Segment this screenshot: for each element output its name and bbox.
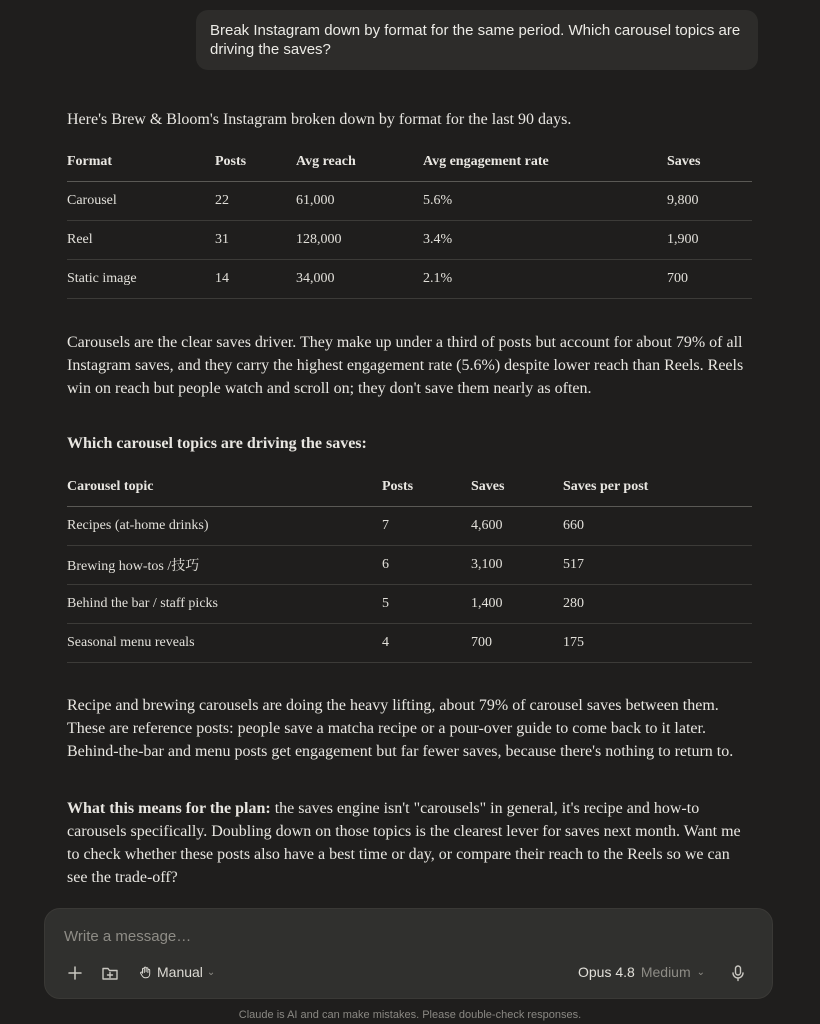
table-cell: 7 — [382, 507, 471, 546]
user-message-text: Break Instagram down by format for the same period. Which carousel topics are driving the saves? — [210, 22, 741, 58]
table-row — [67, 507, 752, 546]
mode-label: Manual — [157, 964, 203, 980]
analysis-paragraph: Recipe and brewing carousels are doing the heavy lifting, about 79% of carousel saves between them. These are reference posts: people save a matcha recipe or a pour-over guide to come back to it later. Behind-the-bar and menu posts get engagement but far fewer saves, because there's nothing to return to. — [67, 697, 734, 760]
model-name: Opus 4.8 — [578, 964, 635, 980]
hand-icon — [138, 965, 153, 980]
table-cell: 31 — [215, 221, 296, 260]
table-cell: 9,800 — [667, 182, 752, 221]
table-cell: 700 — [667, 260, 752, 299]
table-cell: 5.6% — [423, 182, 667, 221]
table-row — [67, 182, 752, 221]
table-cell: Recipes (at-home drinks) — [67, 507, 382, 546]
folder-add-icon[interactable] — [100, 963, 120, 983]
analysis-paragraph: Carousels are the clear saves driver. They make up under a third of posts but account for about 79% of all Instagram saves, and they carry the highest engagement rate (5.6%) despite lower reach than Reels. Reels win on reach but people watch and scroll on; they don't save them nearly as often. — [67, 334, 744, 397]
format-table — [67, 143, 752, 299]
table-cell: Behind the bar / staff picks — [67, 585, 382, 624]
table-cell: 660 — [563, 507, 752, 546]
header-posts: Posts — [382, 468, 471, 507]
table-row — [67, 260, 752, 299]
table-cell: Carousel — [67, 182, 215, 221]
header-carousel-topic: Carousel topic — [67, 468, 382, 507]
header-format: Format — [67, 143, 215, 182]
table-cell: 1,900 — [667, 221, 752, 260]
table-cell: 4 — [382, 624, 471, 663]
microphone-icon[interactable] — [728, 963, 748, 983]
table-cell: 1,400 — [471, 585, 563, 624]
disclaimer: Claude is AI and can make mistakes. Please double-check responses. — [238, 1009, 582, 1021]
table-cell: Reel — [67, 221, 215, 260]
table-cell: Brewing how-tos /技巧 — [67, 546, 382, 585]
header-saves: Saves — [471, 468, 563, 507]
table-cell: Static image — [67, 260, 215, 299]
table-cell: 4,600 — [471, 507, 563, 546]
chevron-down-icon: ⌄ — [696, 966, 706, 978]
plan-paragraph — [67, 797, 752, 889]
table-row — [67, 546, 752, 585]
table-cell: 61,000 — [296, 182, 423, 221]
topic-table — [67, 468, 752, 663]
table-cell: 22 — [215, 182, 296, 221]
table-cell: 517 — [563, 546, 752, 585]
table-cell: 2.1% — [423, 260, 667, 299]
header-avg-engagement: Avg engagement rate — [423, 143, 667, 182]
mode-selector[interactable] — [138, 964, 215, 980]
plan-text: the saves engine isn't "carousels" in general, it's recipe and how-to carousels specifically. Doubling down on those topics is the clearest lever for saves next month. Want me to check whether these posts also have a best time or day, or compare their reach to the Reels so we can see the trade-off? — [67, 800, 741, 886]
user-message-bubble — [196, 10, 758, 70]
model-selector[interactable] — [578, 964, 705, 980]
table-cell: 280 — [563, 585, 752, 624]
reply-intro: Here's Brew & Bloom's Instagram broken down by format for the last 90 days. — [67, 111, 572, 128]
effort-label: Medium — [640, 964, 691, 980]
table-cell: 128,000 — [296, 221, 423, 260]
format-table-header — [67, 143, 752, 182]
table-cell: Seasonal menu reveals — [67, 624, 382, 663]
table-cell: 3,100 — [471, 546, 563, 585]
table-cell: 6 — [382, 546, 471, 585]
table-cell: 700 — [471, 624, 563, 663]
message-input[interactable]: Write a message… — [64, 928, 192, 945]
message-composer[interactable] — [44, 908, 773, 999]
header-avg-reach: Avg reach — [296, 143, 423, 182]
header-saves: Saves — [667, 143, 752, 182]
header-saves-per-post: Saves per post — [563, 468, 752, 507]
table-cell: 3.4% — [423, 221, 667, 260]
section-heading: Which carousel topics are driving the saves: — [67, 435, 367, 452]
plus-icon[interactable] — [65, 963, 85, 983]
table-row — [67, 221, 752, 260]
table-cell: 5 — [382, 585, 471, 624]
table-cell: 34,000 — [296, 260, 423, 299]
table-row — [67, 624, 752, 663]
chevron-down-icon: ⌄ — [206, 966, 216, 978]
table-row — [67, 585, 752, 624]
header-posts: Posts — [215, 143, 296, 182]
plan-label: What this means for the plan: — [67, 800, 271, 817]
table-cell: 175 — [563, 624, 752, 663]
topic-table-header — [67, 468, 752, 507]
table-cell: 14 — [215, 260, 296, 299]
